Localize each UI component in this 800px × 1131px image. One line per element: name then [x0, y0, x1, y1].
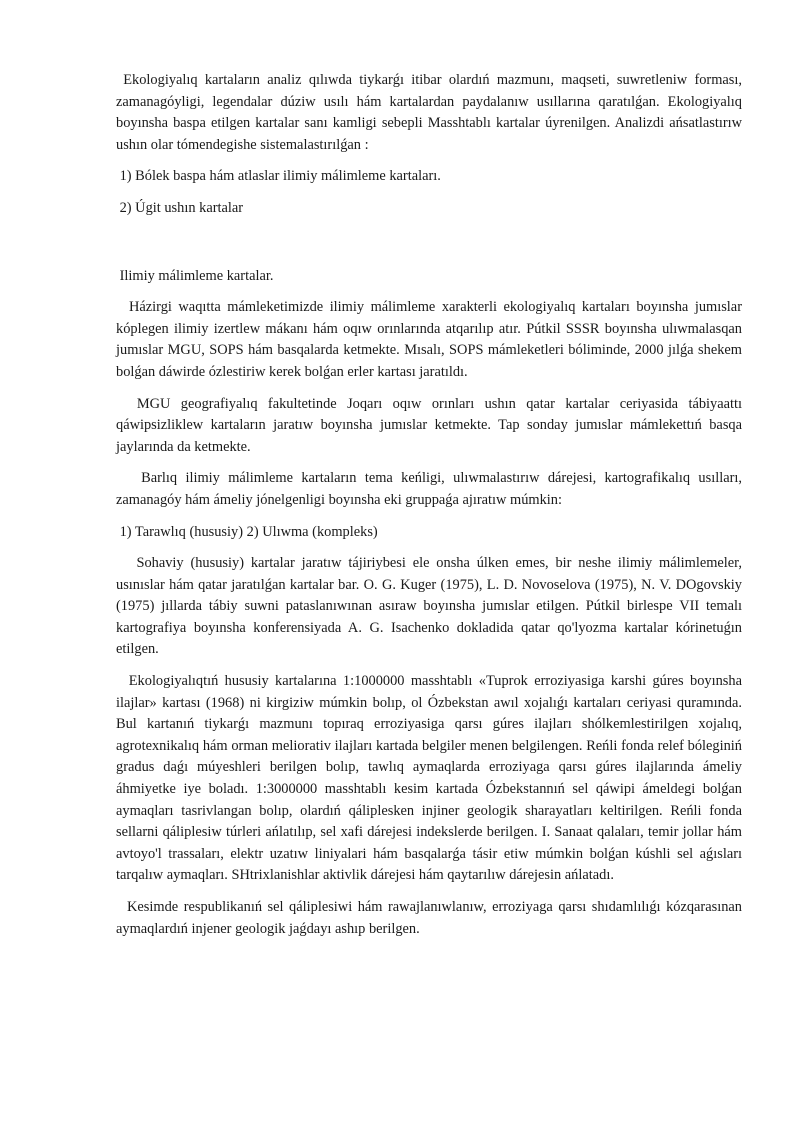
- list-item-1: 1) Bólek baspa hám atlaslar ilimiy málimleme kartaları.: [116, 168, 441, 185]
- paragraph-conclusion: Kesimde respublikanıń sel qáliplesiwi hám rawajlanıwlanıw, erroziyaga qarsı shıdamlılıǵı kózqarasınan aymaqlardıń injener geologik jaǵdayı ashıp berilgen.: [116, 899, 742, 937]
- paragraph-current-work: Házirgi waqıtta mámleketimizde ilimiy málimleme xarakterli ekologiyalıq kartaları boyınsha jumıslar kóplegen ilimiy izertlew mákanı hám oqıw orınlarında atqarılıp atır. Pútkil SSSR boyınsha ulıwmalasqan jumıslar MGU, SOPS hám basqalarda ketmekte. Mısalı, SOPS mámleketleri bóliminde, 2000 jılǵa shekem bolǵan dáwirde ózlestiriw kerek bolǵan erler kartası jaratıldı.: [116, 299, 742, 380]
- document-page: [116, 70, 742, 940]
- intro-paragraph: Ekologiyalıq kartaların analiz qılıwda tiykarǵı itibar olardıń mazmunı, maqseti, suwretleniw forması, zamanagóyligi, legendalar dúziw usılı hám kartalardan paydalanıw usıllarına qaratılǵan. Ekologiyalıq boyınsha baspa etilgen kartalar sanı kamligi sebepli Masshtablı kartalar úyrenilgen. Analizdi ańsatlastırıw ushın olar tómendegishe sistemalastırılǵan :: [116, 72, 742, 153]
- paragraph-groups: Barlıq ilimiy málimleme kartaların tema keńligi, ulıwmalastırıw dárejesi, kartografikalıq usılları, zamanagóy hám ámeliy jónelgenligi boyınsha eki gruppaǵa ajıratıw múmkin:: [116, 470, 742, 508]
- paragraph-erosion-maps: Ekologiyalıqtıń hususiy kartalarına 1:1000000 masshtablı «Tuprok erroziyasiga karshi gúres boyınsha ilajlar» kartası (1968) ni kirgiziw múmkin bolıp, ol Ózbekstan awıl xojalıǵı kartaları ceriyasi quramında. Bul kartanıń tiykarǵı mazmunı topıraq erroziyasiga qarsı gúres ilajları shólkemlestirilgen xojalıq, agrotexnikalıq hám orman meliorativ ilajları kartada belgiler menen belgilengen. Reńli fonda relef bóleginiń gradus daǵı múyeshleri berilgen bolıp, tawlıq aymaqlarda erroziyaga qarsı gúres ilajlarında ámeliy áhmiyetke iye boladı. 1:3000000 masshtablı kesim kartada Ózbekstannıń sel qáwipi ámeldegi bolǵan aymaqları tasrivlangan bolıp, olardıń qáliplesken injiner geologik sharayatları keltirilgen. Reńli fonda sellarni qáliplesiw túrleri ańlatılıp, sel xafi dárejesi indekslerde berilgen. I. Sanaat qalaları, temir jollar hám avtoyo'l trassaları, elektr uzatıw liniyalari hám basqalarǵa tásir etiw múmkin bolǵan kúshli sel aǵısları tarqalıw aymaqları. SHtrixlanishlar aktivlik dárejesi hám qaytarılıw dárejesin ańlatadı.: [116, 673, 742, 884]
- section-heading: Ilimiy málimleme kartalar.: [116, 267, 274, 284]
- list-item-2: 2) Úgit ushın kartalar: [116, 199, 244, 216]
- paragraph-mgu: MGU geografiyalıq fakultetinde Joqarı oqıw orınları ushın qatar kartalar ceriyasida tábiyaattı qáwipsizliklew kartaların jaratıw boyınsha jumıslar ketmekte. Tap sonday jumıslar mámlekettıń basqa jaylarında da ketmekte.: [116, 395, 742, 455]
- paragraph-special-maps: Sohaviy (hususiy) kartalar jaratıw tájiriybesi ele onsha úlken emes, bir neshe ilimiy málimlemeler, usınıslar hám qatar jaratılǵan kartalar bar. O. G. Kuger (1975), L. D. Novoselova (1975), N. V. DOgovskiy (1975) jıllarda tábiy suwni pataslanıwınan asıraw boyınsha jumıslar etilgen. Pútkil birlespe VII temalı kartografiya boyınsha konferensiyada A. G. Isachenko dokladida qatar qo'lyozma kartalar kórinetuǵın etilgen.: [116, 555, 742, 658]
- paragraph-group-list: 1) Tarawlıq (hususiy) 2) Ulıwma (kompleks): [116, 523, 378, 540]
